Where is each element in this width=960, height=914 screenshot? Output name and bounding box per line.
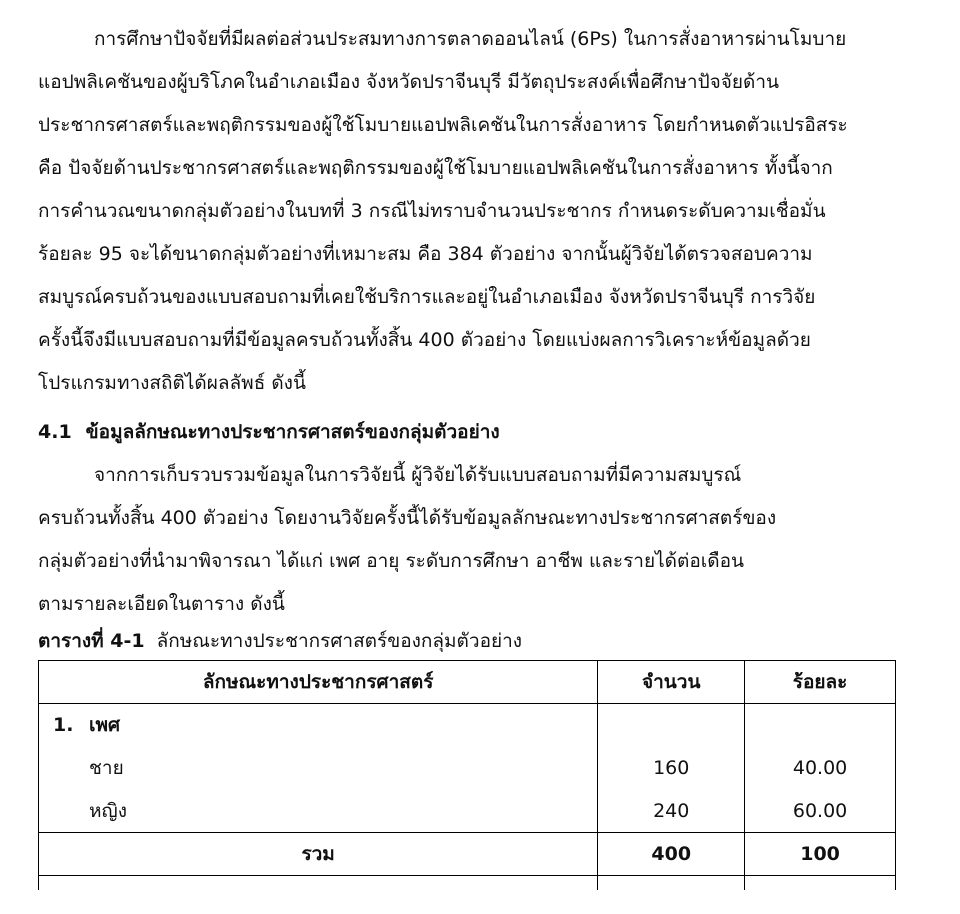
row-count: 240 xyxy=(598,789,745,833)
group-percent-cell xyxy=(745,704,896,747)
total-count: 400 xyxy=(598,833,745,876)
table-caption-text: ลักษณะทางประชากรศาสตร์ของกลุ่มตัวอย่าง xyxy=(156,630,523,652)
table-total-row xyxy=(39,833,896,876)
paragraph-line: สมบูรณ์ครบถ้วนของแบบสอบถามที่เคยใช้บริการและอยู่ในอำเภอเมือง จังหวัดปราจีนบุรี การวิจัย xyxy=(38,286,816,308)
header-count: จำนวน xyxy=(598,661,745,704)
paragraph-line: คือ ปัจจัยด้านประชากรศาสตร์และพฤติกรรมของผู้ใช้โมบายแอปพลิเคชันในการสั่งอาหาร ทั้งนี้จาก xyxy=(38,157,833,179)
row-label: หญิง xyxy=(39,789,598,833)
paragraph-line: ตามรายละเอียดในตาราง ดังนี้ xyxy=(38,593,285,615)
paragraph-line: ร้อยละ 95 จะได้ขนาดกลุ่มตัวอย่างที่เหมาะสม คือ 384 ตัวอย่าง จากนั้นผู้วิจัยได้ตรวจสอบความ xyxy=(38,243,813,265)
paragraph-line: การคำนวณขนาดกลุ่มตัวอย่างในบทที่ 3 กรณีไม่ทราบจำนวนประชากร กำหนดระดับความเชื่อมั่น xyxy=(38,200,826,222)
table-caption-label: ตารางที่ 4-1 xyxy=(38,630,145,652)
paragraph-line: โปรแกรมทางสถิติได้ผลลัพธ์ ดังนี้ xyxy=(38,372,306,394)
intro-paragraph xyxy=(38,18,894,405)
header-characteristic: ลักษณะทางประชากรศาสตร์ xyxy=(39,661,598,704)
section-heading xyxy=(38,411,894,454)
paragraph-line: ครั้งนี้จึงมีแบบสอบถามที่มีข้อมูลครบถ้วนทั้งสิ้น 400 ตัวอย่าง โดยแบ่งผลการวิเคราะห์ข้อมูลด้วย xyxy=(38,329,811,351)
row-percent: 60.00 xyxy=(745,789,896,833)
total-percent: 100 xyxy=(745,833,896,876)
paragraph-line: ครบถ้วนทั้งสิ้น 400 ตัวอย่าง โดยงานวิจัยครั้งนี้ได้รับข้อมูลลักษณะทางประชากรศาสตร์ของ xyxy=(38,507,777,529)
paragraph-line: แอปพลิเคชันของผู้บริโภคในอำเภอเมือง จังหวัดปราจีนบุรี มีวัตถุประสงค์เพื่อศึกษาปัจจัยด้าน xyxy=(38,71,780,93)
paragraph-line: กลุ่มตัวอย่างที่นำมาพิจารณา ได้แก่ เพศ อายุ ระดับการศึกษา อาชีพ และรายได้ต่อเดือน xyxy=(38,550,744,572)
table-row xyxy=(39,789,896,833)
table-row xyxy=(39,746,896,789)
group-label: เพศ xyxy=(89,714,121,736)
table-group-row xyxy=(39,704,896,747)
row-percent: 40.00 xyxy=(745,746,896,789)
group-label-cell xyxy=(39,704,598,747)
table-caption xyxy=(38,626,894,656)
row-label: ชาย xyxy=(39,746,598,789)
paragraph-line: จากการเก็บรวบรวมข้อมูลในการวิจัยนี้ ผู้วิจัยได้รับแบบสอบถามที่มีความสมบูรณ์ xyxy=(94,464,742,486)
paragraph-line: ประชากรศาสตร์และพฤติกรรมของผู้ใช้โมบายแอปพลิเคชันในการสั่งอาหาร โดยกำหนดตัวแปรอิสระ xyxy=(38,114,848,136)
group-count-cell xyxy=(598,704,745,747)
group-number: 1. xyxy=(53,714,74,736)
total-label: รวม xyxy=(39,833,598,876)
section-title: ข้อมูลลักษณะทางประชากรศาสตร์ของกลุ่มตัวอย่าง xyxy=(85,421,500,443)
header-percent: ร้อยละ xyxy=(745,661,896,704)
section-number: 4.1 xyxy=(38,421,72,443)
document-page xyxy=(38,18,894,890)
table-continuation-row xyxy=(39,876,896,891)
demographics-table xyxy=(38,660,896,890)
section-paragraph xyxy=(38,454,894,626)
paragraph-line: การศึกษาปัจจัยที่มีผลต่อส่วนประสมทางการตลาดออนไลน์ (6Ps) ในการสั่งอาหารผ่านโมบาย xyxy=(94,28,847,50)
table-header-row xyxy=(39,661,896,704)
row-count: 160 xyxy=(598,746,745,789)
